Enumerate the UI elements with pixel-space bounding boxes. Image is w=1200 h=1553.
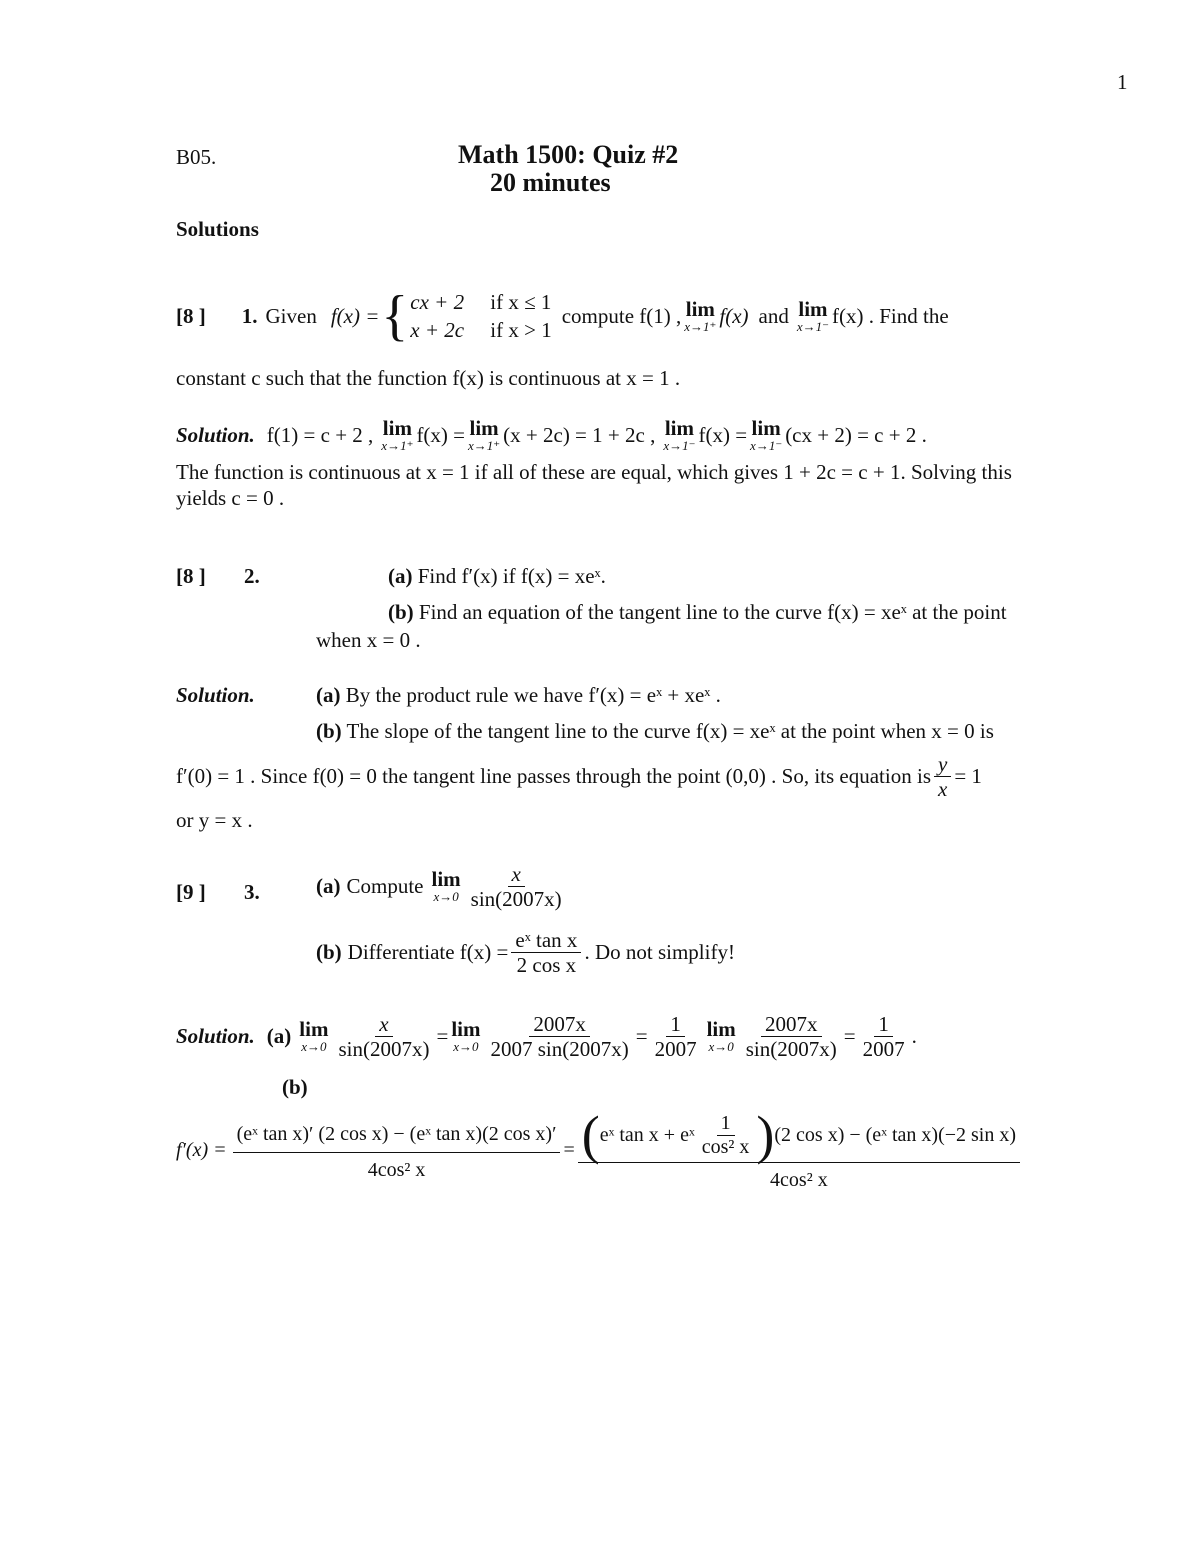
q2-sb-line2: f′(0) = 1 . Since f(0) = 0 the tangent line passes through the point (0,0) . So, its equation is [176, 764, 931, 789]
q3-a-text: Compute [346, 874, 424, 899]
q3-d-eq: = [563, 1138, 575, 1161]
q2-a-label: (a) [388, 564, 413, 588]
q1-sol-part2: f(x) = [416, 423, 466, 448]
q3-d-num2-a: eˣ tan x + eˣ [599, 1123, 695, 1146]
q2-sa-label: (a) [316, 683, 341, 707]
q2-b-label: (b) [388, 600, 414, 624]
q2-b-text2: when x = 0 . [316, 628, 421, 652]
q1-fx-eq: f(x) = [330, 303, 380, 328]
q3-b-text: Differentiate f(x) = [347, 940, 509, 965]
q1-sol-part4: f(x) = [698, 423, 748, 448]
q2-number: 2. [244, 564, 260, 588]
q2-sol-a [316, 683, 721, 708]
q3-derivative [176, 1105, 1023, 1192]
q2-part-a [388, 564, 606, 589]
q3-s-frac2: $\frac{2007x}{2007 \sin(2007x)}$ [490, 1012, 629, 1062]
q1-sol-line3: yields c = 0 . [176, 486, 285, 510]
q1-points: [8 ] [176, 303, 206, 328]
q2-points: [8 ] [176, 564, 206, 588]
q2-sol-b [316, 719, 994, 744]
q1-sol-part5: (cx + 2) = c + 2 . [785, 423, 927, 448]
q3-d-den1: 4cos² x [367, 1158, 426, 1181]
page-number: 1 [1117, 70, 1128, 94]
q3-s-period: . [911, 1024, 917, 1049]
q3-part-a [316, 862, 569, 911]
q1-solution-label: Solution. [176, 423, 255, 448]
q3-points: [9 ] [176, 880, 206, 904]
q3-d-den2: 4cos² x [770, 1169, 828, 1191]
q3-b-fraction: $\frac{\text{eˣ tan x}}{\text{2 cos x}}$ [511, 928, 581, 977]
q1-given: Given [265, 303, 317, 328]
q1-number: 1. [241, 303, 258, 328]
q1-sol-part3: (x + 2c) = 1 + 2c , [503, 423, 656, 448]
q3-s-eq1: = [436, 1024, 449, 1049]
q2-eq-one: = 1 [954, 764, 982, 789]
q1-find-the: f(x) . Find the [832, 303, 949, 328]
q3-s-frac5: $\frac{1}{2007}$ [862, 1012, 905, 1062]
q1-sol-lim3: lim x→1⁻ [663, 416, 696, 453]
q1-case2-cond: if x > 1 [490, 318, 552, 343]
q1-statement [176, 285, 949, 348]
q3-d-rparen: ) [756, 1105, 775, 1165]
q1-compute: compute f(1) , [561, 303, 682, 328]
q2-yx-fraction: $\frac{y}{x}$ [934, 752, 951, 801]
q3-s-frac4: $\frac{2007x}{\sin(2007x)}$ [745, 1012, 837, 1062]
q2-solution-label: Solution. [176, 683, 255, 707]
q3-d-num2 [578, 1105, 1020, 1165]
q3-a-fraction: $\frac{x}{\sin(2007x)}$ [470, 862, 562, 912]
q2-sb-text: The slope of the tangent line to the curve f(x) = xeˣ at the point when x = 0 is [346, 719, 994, 743]
q2-b-text: Find an equation of the tangent line to the curve f(x) = xeˣ at the point [418, 600, 1007, 624]
q2-sb-line3: or y = x . [176, 808, 253, 832]
q3-number: 3. [244, 880, 260, 904]
q3-a-lim: lim x→0 [431, 866, 461, 904]
q3-s-lim3: lim x→0 [706, 1016, 736, 1054]
q3-s-eq2: = [635, 1024, 648, 1049]
q2-sol-line2 [176, 752, 982, 801]
q2-sb-label: (b) [316, 719, 342, 743]
q1-case1-cond: if x ≤ 1 [490, 290, 552, 314]
q1-lim-minus: lim x→1⁻ [796, 296, 830, 334]
q3-b-label: (b) [316, 940, 342, 965]
q3-part-b [316, 928, 735, 977]
q3-d-num1: (eˣ tan x)′ (2 cos x) − (eˣ tan x)(2 cos x)′ [233, 1119, 561, 1153]
page-subtitle: 20 minutes [490, 168, 611, 197]
q3-d-frac2 [578, 1105, 1020, 1192]
q1-sol-part1: f(1) = c + 2 , [266, 423, 374, 448]
q3-s-lim1: lim x→0 [299, 1016, 329, 1054]
q1-case1-expr: cx + 2 [410, 290, 465, 314]
q1-and: and [758, 303, 789, 328]
q3-d-inner-frac: $\frac{1}{\text{cos² x}}$ [701, 1111, 750, 1158]
course-code: B05. [176, 145, 217, 169]
q3-b-tail: . Do not simplify! [584, 940, 735, 965]
q1-fx: f(x) [719, 303, 749, 328]
page-title: Math 1500: Quiz #2 [458, 140, 679, 169]
q3-d-frac1 [233, 1119, 561, 1182]
q3-sb-label: (b) [282, 1075, 308, 1099]
q3-solution-a [176, 1012, 917, 1061]
q1-case2-expr: x + 2c [410, 318, 465, 343]
q1-sol-lim2: lim x→1⁺ [468, 416, 501, 453]
q3-s-lim2: lim x→0 [451, 1016, 481, 1054]
q3-d-lparen: ( [581, 1105, 600, 1165]
q3-d-num2-b: (2 cos x) − (eˣ tan x)(−2 sin x) [774, 1123, 1017, 1146]
q3-d-lhs: f′(x) = [176, 1138, 227, 1161]
q1-brace: { [381, 285, 409, 348]
q2-sa-text: By the product rule we have f′(x) = eˣ + xeˣ . [345, 683, 721, 707]
q1-piecewise [410, 288, 551, 345]
q1-solution [176, 418, 927, 453]
q3-s-eq3: = [843, 1024, 856, 1049]
q1-line2: constant c such that the function f(x) is continuous at x = 1 . [176, 366, 681, 390]
q3-sa-label: (a) [266, 1024, 292, 1049]
solutions-label: Solutions [176, 217, 259, 241]
q3-s-frac1: $\frac{x}{\sin(2007x)}$ [338, 1012, 430, 1062]
q1-lim-plus: lim x→1⁺ [684, 296, 717, 334]
q2-a-text: Find f′(x) if f(x) = xeˣ. [417, 564, 606, 588]
q1-sol-lim4: lim x→1⁻ [750, 416, 783, 453]
q2-part-b [388, 600, 1007, 625]
q1-sol-lim1: lim x→1⁺ [381, 416, 414, 453]
q3-a-label: (a) [316, 874, 341, 899]
q3-s-frac3: $\frac{1}{2007}$ [654, 1012, 697, 1062]
q3-solution-label: Solution. [176, 1024, 255, 1049]
q1-sol-line2: The function is continuous at x = 1 if all of these are equal, which gives 1 + 2c = c + 1. Solving this [176, 460, 1012, 484]
